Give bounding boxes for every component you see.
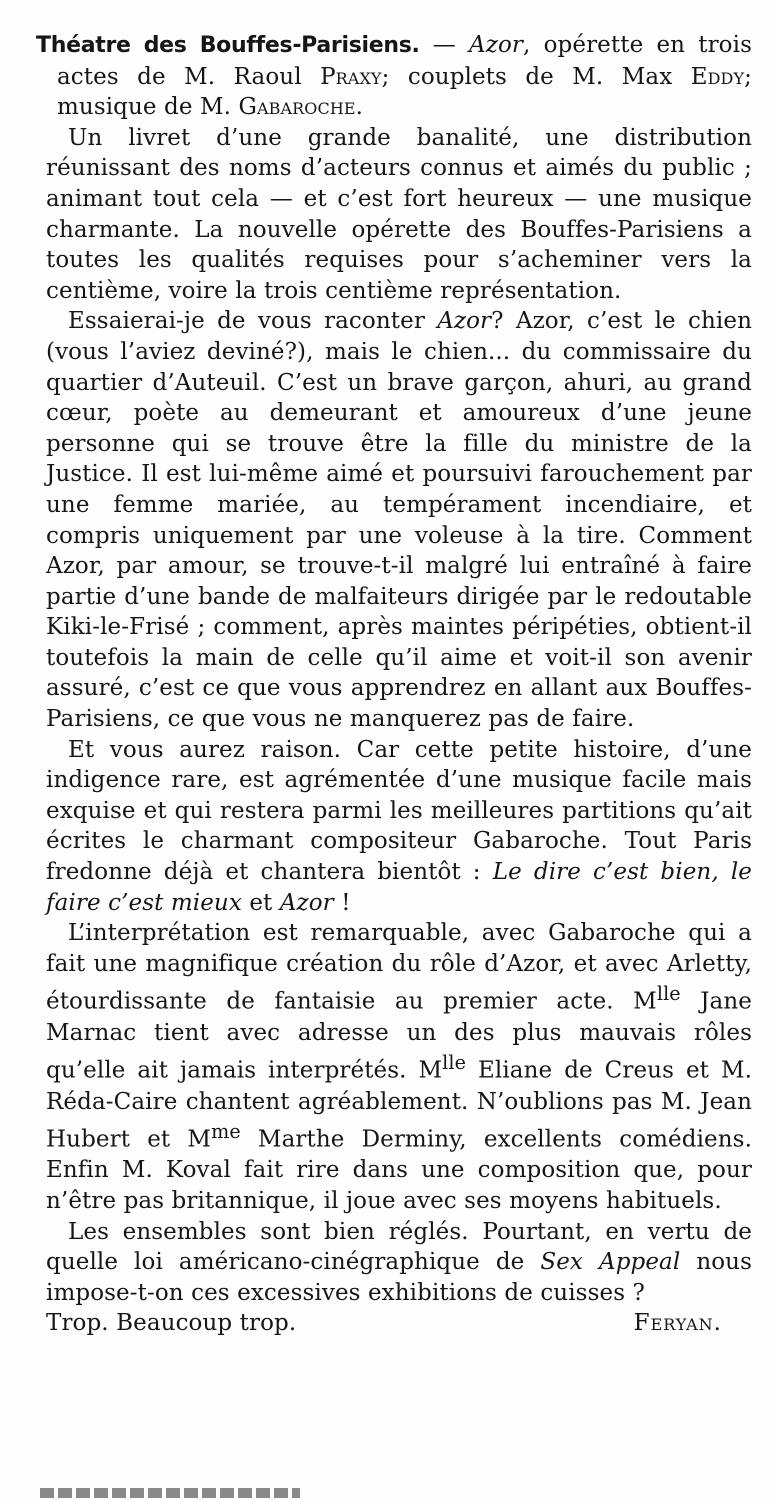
paragraph-5 (36, 1217, 752, 1309)
closing-line (36, 1308, 752, 1339)
superscript-me: me (211, 1120, 241, 1144)
header-desc-2: ; couplets de M. Max (381, 63, 691, 90)
superscript-lle-2: lle (442, 1051, 467, 1075)
paragraph-3-text-c: ! (333, 889, 351, 916)
composer-gabaroche: Gabaroche (238, 94, 356, 121)
paragraph-4 (36, 918, 752, 1216)
work-title: Azor (469, 32, 524, 58)
author-eddy: Eddy (690, 63, 745, 90)
paragraph-1: Un livret d’une grande banalité, une distribution réunissant des noms d’acteurs connus et aimés du public ; animant tout cela — et c’est fort heureux — une musique charmante. La nouvelle opérette des Bouffes-Parisiens a toutes les qualités requises pour s’acheminer vers la centième, voire la trois centième représentation. (46, 124, 752, 304)
paragraph-5-text-b: nous impose-t-on ces excessives exhibitions de cuisses ? (46, 1249, 752, 1306)
cropped-next-line (40, 1488, 300, 1498)
paragraph-2-italic: Azor (437, 308, 492, 335)
header-dash: — (419, 32, 470, 58)
author-signature: Feryan. (633, 1310, 722, 1337)
paragraph-4-text-d: Marthe Derminy, excellents comédiens. Enfin M. Koval fait rire dans une composition que, pour n’être pas britannique, il joue avec ses moyens habituels. (46, 1126, 752, 1214)
paragraph-3-italic-azor: Azor (279, 889, 334, 916)
paragraph-2 (36, 306, 752, 734)
review-header (36, 30, 752, 123)
paragraph-4-text-c: Eliane de Creus et M. Réda-Caire chantent agréablement. N’oublions pas M. Jean Hubert et M (46, 1057, 752, 1153)
paragraph-4-text-b: Jane Marnac tient avec adresse un des plus mauvais rôles qu’elle ait jamais interprétés. M (46, 989, 752, 1084)
paragraph-3-text-b: et (241, 889, 280, 916)
review-column (36, 30, 752, 1339)
theatre-name: Théatre des Bouffes-Parisiens. (36, 33, 420, 58)
paragraph-5-italic: Sex Appeal (540, 1249, 681, 1276)
header-desc-3: ; musique de M. (57, 63, 752, 121)
header-desc-1: , opérette en trois actes de M. Raoul (57, 32, 752, 90)
song-title: Le dire c’est bien, le faire c’est mieux (46, 859, 752, 916)
paragraph-4-text-a: L’interprétation est remarquable, avec Gabaroche qui a fait une magnifique création du rôle d’Azor, et avec Arletty, étourdissante de fantaisie au premier acte. M (46, 920, 752, 1016)
header-desc-4: . (355, 94, 364, 121)
paragraph-5-text-a: Les ensembles sont bien réglés. Pourtant, en vertu de quelle loi américano-cinégraphique de (46, 1218, 752, 1276)
superscript-lle-1: lle (656, 982, 681, 1006)
paragraph-3-text-a: Et vous aurez raison. Car cette petite histoire, d’une indigence rare, est agrémentée d’une musique facile mais exquise et qui restera parmi les meilleures partitions qu’ait écrites le charmant compositeur Gabaroche. Tout Paris fredonne déjà et chantera bientôt : (46, 736, 752, 886)
closing-text: Trop. Beaucoup trop. (46, 1310, 297, 1337)
paragraph-2-text-a: Essaierai-je de vous raconter (68, 308, 438, 335)
paragraph-3 (36, 735, 752, 919)
author-praxy: Praxy (320, 63, 382, 90)
paragraph-2-text-b: ? Azor, c’est le chien (vous l’aviez deviné?), mais le chien... du commissaire du quartier d’Auteuil. C’est un brave garçon, ahuri, au grand cœur, poète au demeurant et amoureux d’une jeune personne qui se trouve être la fille du ministre de la Justice. Il est lui-même aimé et poursuivi farouchement par une femme mariée, au tempérament incendiaire, et compris uniquement par une voleuse à la tire. Comment Azor, par amour, se trouve-t-il malgré lui entraîné à faire partie d’une bande de malfaiteurs dirigée par le redoutable Kiki-le-Frisé ; comment, après maintes péripéties, obtient-il toutefois la main de celle qu’il aime et voit-il son avenir assuré, c’est ce que vous apprendrez en allant aux Bouffes-Parisiens, ce que vous ne manquerez pas de faire. (46, 308, 752, 733)
